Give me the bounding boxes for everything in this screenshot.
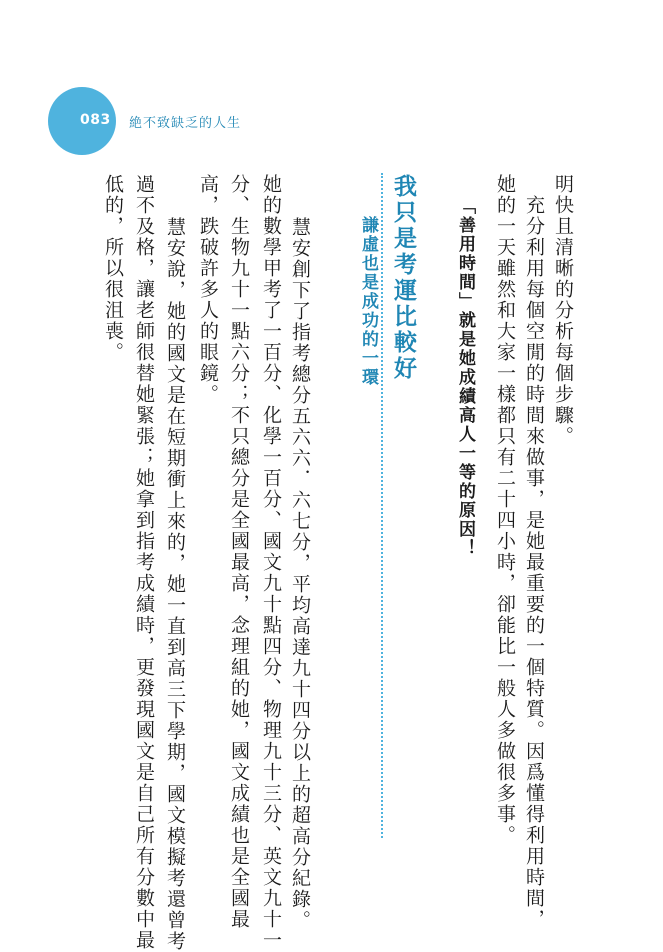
text-line-11: 慧安說，她的國文是在短期衝上來的，她一直到高三下學期，國文模擬考還曾考 bbox=[164, 196, 186, 952]
running-title: 絶不致缺乏的人生 bbox=[129, 116, 242, 131]
section-heading: 我只是考運比較好 bbox=[390, 174, 416, 382]
text-line-1: 明快且清晰的分析每個步驟。 bbox=[552, 174, 574, 447]
section-subheading: 謙虛也是成功的一環 bbox=[358, 216, 378, 387]
text-line-9: 分、生物九十一點六分；不只總分是全國最高，念理組的她，國文成績也是全國最 bbox=[228, 174, 250, 930]
text-line-12: 過不及格，讓老師很替她緊張；她拿到指考成績時，更發現國文是自己所有分數中最 bbox=[133, 174, 155, 951]
text-line-7: 慧安創下了指考總分五六六．六七分，平均高達九十四分以上的超高分紀錄。 bbox=[289, 196, 311, 931]
text-line-8: 她的數學甲考了一百分、化學一百分、國文九十點四分、物理九十三分、英文九十一 bbox=[260, 174, 282, 951]
text-line-13: 低的，所以很沮喪。 bbox=[102, 174, 124, 363]
text-line-3: 她的一天雖然和大家一樣都只有二十四小時，卻能比一般人多做很多事。 bbox=[494, 174, 516, 846]
text-line-2: 充分利用每個空閒的時間來做事，是她最重要的一個特質。因爲懂得利用時間， bbox=[523, 174, 545, 930]
highlight-line: 「善用時間」就是她成績高人一等的原因！ bbox=[455, 197, 475, 558]
text-line-10: 高，跌破許多人的眼鏡。 bbox=[197, 174, 219, 405]
section-divider bbox=[381, 173, 383, 838]
page-number: 083 bbox=[80, 112, 111, 128]
